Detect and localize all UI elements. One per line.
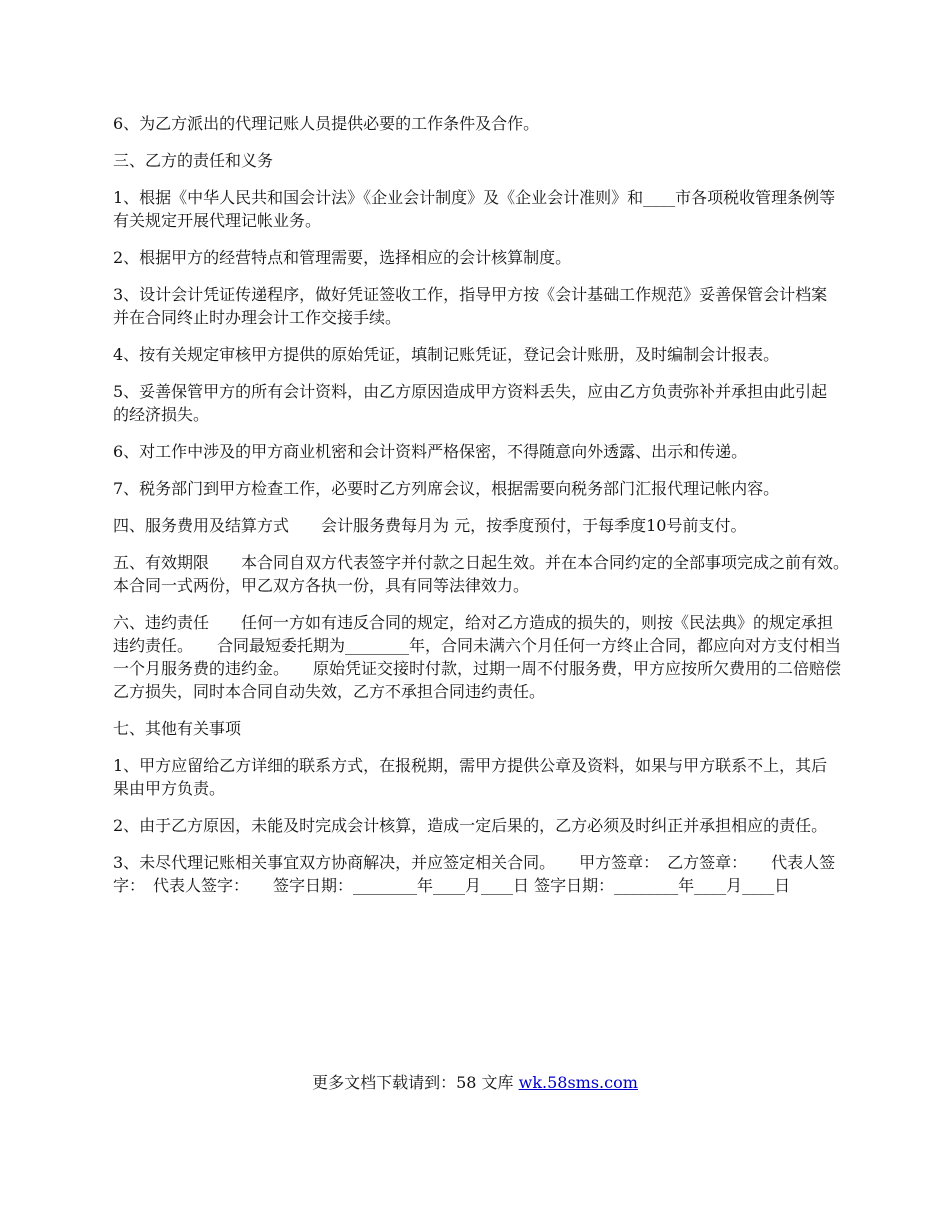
- document-body: [113, 112, 874, 911]
- paragraph-tax-inspection: 7、税务部门到甲方检查工作，必要时乙方列席会议，根据需要向税务部门汇报代理记帐内容。: [113, 479, 780, 498]
- paragraph-accounting-law: 1、根据《中华人民共和国会计法》《企业会计制度》及《企业会计准则》和____市各项税收管理条例等有关规定开展代理记帐业务。: [113, 188, 836, 230]
- paragraph-signatures: 3、未尽代理记账相关事宜双方协商解决，并应签定相关合同。 甲方签章： 乙方签章： 代表人签字： 代表人签字： 签字日期：________年____月____日 签字日期：________年____月____日: [113, 853, 836, 895]
- paragraph-confidentiality: 6、对工作中涉及的甲方商业机密和会计资料严格保密，不得随意向外透露、出示和传递。: [113, 442, 748, 461]
- paragraph-accounting-system: 2、根据甲方的经营特点和管理需要，选择相应的会计核算制度。: [113, 248, 572, 267]
- section-service-fees: 四、服务费用及结算方式 会计服务费每月为 元，按季度预付，于每季度10号前支付。: [113, 516, 747, 535]
- section-breach-liability: 六、违约责任 任何一方如有违反合同的规定，给对乙方造成的损失的，则按《民法典》的规定承担违约责任。 合同最短委托期为________年，合同未满六个月任何一方终止合同，都应向对方支付相当一个月服务费的违约金。 原始凭证交接时付款，过期一周不付服务费，甲方应按所欠费用的二倍赔偿乙方损失，同时本合同自动失效，乙方不承担合同违约责任。: [113, 613, 842, 701]
- paragraph-contact-info: 1、甲方应留给乙方详细的联系方式，在报税期，需甲方提供公章及资料，如果与甲方联系不上，其后果由甲方负责。: [113, 756, 828, 798]
- footer-text: 更多文档下载请到：58 文库: [312, 1073, 519, 1092]
- footer: [0, 1071, 950, 1094]
- paragraph-provide-conditions: 6、为乙方派出的代理记账人员提供必要的工作条件及合作。: [113, 114, 540, 133]
- paragraph-keep-materials: 5、妥善保管甲方的所有会计资料，由乙方原因造成甲方资料丢失，应由乙方负责弥补并承担由此引起的经济损失。: [113, 382, 828, 424]
- section-validity-period: 五、有效期限 本合同自双方代表签字并付款之日起生效。并在本合同约定的全部事项完成之前有效。 本合同一式两份，甲乙双方各执一份，具有同等法律效力。: [113, 553, 874, 595]
- paragraph-review-vouchers: 4、按有关规定审核甲方提供的原始凭证，填制记账凭证，登记会计账册，及时编制会计报表。: [113, 345, 780, 364]
- footer-link[interactable]: wk.58sms.com: [518, 1073, 638, 1092]
- section-heading-other-matters: 七、其他有关事项: [113, 719, 242, 738]
- paragraph-voucher-procedure: 3、设计会计凭证传递程序，做好凭证签收工作，指导甲方按《会计基础工作规范》妥善保管会计档案并在合同终止时办理会计工作交接手续。: [113, 285, 828, 327]
- paragraph-correction-responsibility: 2、由于乙方原因，未能及时完成会计核算，造成一定后果的，乙方必须及时纠正并承担相应的责任。: [113, 816, 828, 835]
- section-heading-party-b-duties: 三、乙方的责任和义务: [113, 151, 274, 170]
